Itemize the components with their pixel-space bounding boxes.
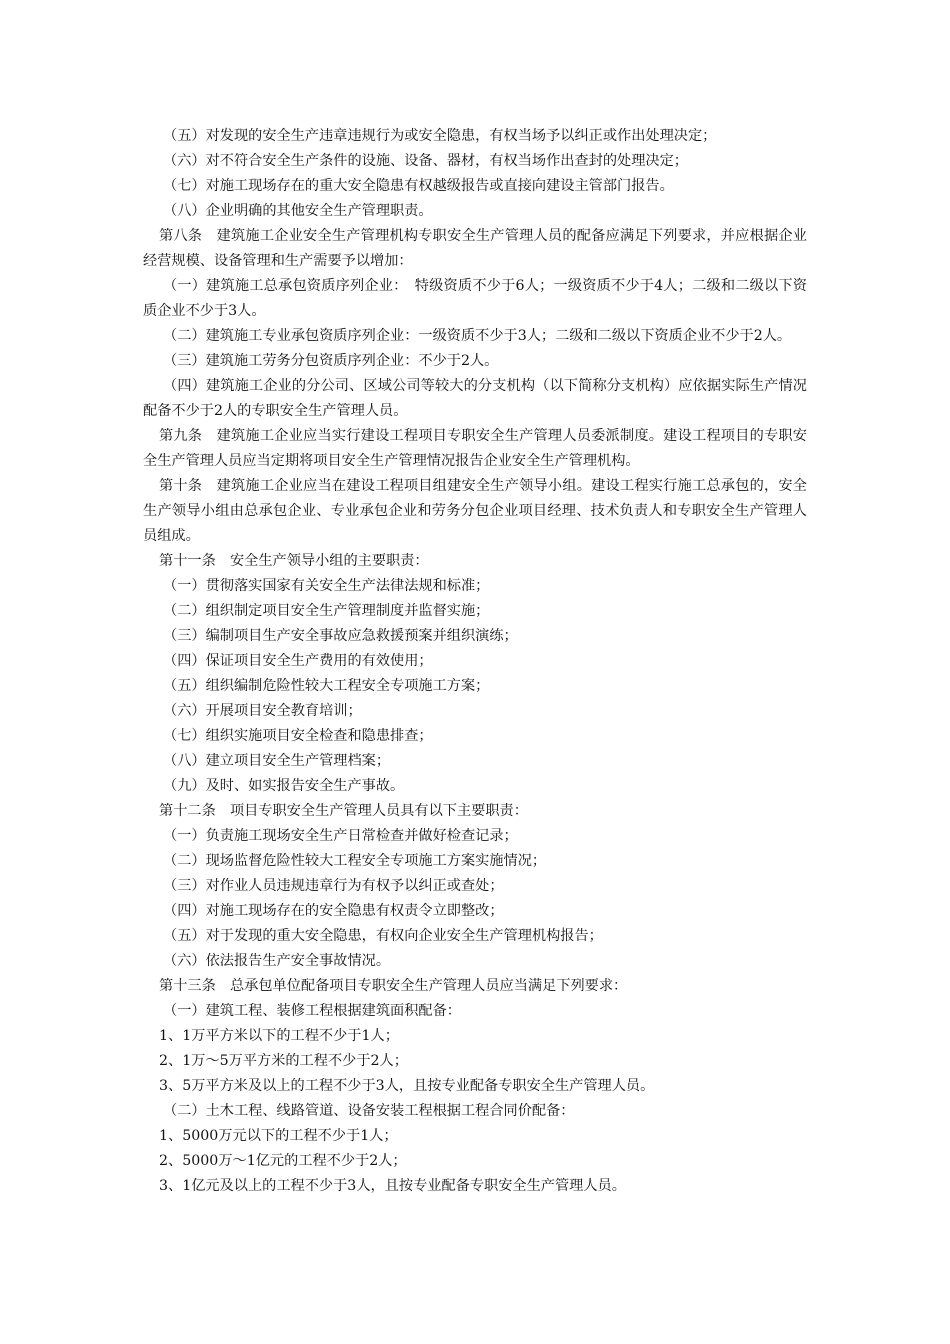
paragraph: （一）建筑施工总承包资质序列企业： 特级资质不少于6人；一级资质不少于4人；二级和二级以下资质企业不少于3人。 xyxy=(143,278,807,319)
paragraph: （四）建筑施工企业的分公司、区域公司等较大的分支机构（以下简称分支机构）应依据实际生产情况配备不少于2人的专职安全生产管理人员。 xyxy=(143,378,807,419)
paragraph: 1、1万平方米以下的工程不少于1人； xyxy=(159,1028,399,1044)
paragraph: （三）对作业人员违规违章行为有权予以纠正或查处； xyxy=(163,878,504,894)
paragraph: （六）对不符合安全生产条件的设施、设备、器材，有权当场作出查封的处理决定； xyxy=(163,153,688,169)
paragraph: 第十二条 项目专职安全生产管理人员具有以下主要职责： xyxy=(159,803,528,819)
paragraph: （七）组织实施项目安全检查和隐患排查； xyxy=(163,728,433,744)
paragraph: （六）开展项目安全教育培训； xyxy=(163,703,362,719)
paragraph: 第八条 建筑施工企业安全生产管理机构专职安全生产管理人员的配备应满足下列要求，并应根据企业经营规模、设备管理和生产需要予以增加： xyxy=(143,228,807,269)
paragraph: （一）建筑工程、装修工程根据建筑面积配备： xyxy=(163,1003,461,1019)
paragraph: 3、1亿元及以上的工程不少于3人，且按专业配备专职安全生产管理人员。 xyxy=(159,1178,626,1194)
paragraph: 第九条 建筑施工企业应当实行建设工程项目专职安全生产管理人员委派制度。建设工程项目的专职安全生产管理人员应当定期将项目安全生产管理情况报告企业安全生产管理机构。 xyxy=(143,428,807,469)
paragraph: （五）组织编制危险性较大工程安全专项施工方案； xyxy=(163,678,490,694)
paragraph: （七）对施工现场存在的重大安全隐患有权越级报告或直接向建设主管部门报告。 xyxy=(163,178,674,194)
paragraph: （五）对于发现的重大安全隐患，有权向企业安全生产管理机构报告； xyxy=(163,928,603,944)
paragraph: （二）土木工程、线路管道、设备安装工程根据工程合同价配备： xyxy=(163,1103,575,1119)
paragraph: （二）建筑施工专业承包资质序列企业：一级资质不少于3人；二级和二级以下资质企业不少于2人。 xyxy=(163,328,792,344)
paragraph: 2、1万～5万平方米的工程不少于2人； xyxy=(159,1053,408,1069)
document-body xyxy=(143,124,807,1199)
paragraph: （四）保证项目安全生产费用的有效使用； xyxy=(163,653,433,669)
paragraph: 第十条 建筑施工企业应当在建设工程项目组建安全生产领导小组。建设工程实行施工总承包的，安全生产领导小组由总承包企业、专业承包企业和劳务分包企业项目经理、技术负责人和专职安全生产管理人员组成。 xyxy=(143,478,807,544)
paragraph: 2、5000万～1亿元的工程不少于2人； xyxy=(159,1153,407,1169)
paragraph: （四）对施工现场存在的安全隐患有权责令立即整改； xyxy=(163,903,504,919)
paragraph: （一）负责施工现场安全生产日常检查并做好检查记录； xyxy=(163,828,518,844)
paragraph: 第十一条 安全生产领导小组的主要职责： xyxy=(159,553,429,569)
paragraph: （六）依法报告生产安全事故情况。 xyxy=(163,953,391,969)
paragraph: （八）企业明确的其他安全生产管理职责。 xyxy=(163,203,433,219)
paragraph: 1、5000万元以下的工程不少于1人； xyxy=(159,1128,398,1144)
paragraph: （八）建立项目安全生产管理档案； xyxy=(163,753,391,769)
paragraph: （三）建筑施工劳务分包资质序列企业：不少于2人。 xyxy=(163,353,499,369)
paragraph: （九）及时、如实报告安全生产事故。 xyxy=(163,778,405,794)
paragraph: （一）贯彻落实国家有关安全生产法律法规和标准； xyxy=(163,578,490,594)
paragraph: （三）编制项目生产安全事故应急救援预案并组织演练； xyxy=(163,628,518,644)
paragraph: 第十三条 总承包单位配备项目专职安全生产管理人员应当满足下列要求： xyxy=(159,978,628,994)
paragraph: 3、5万平方米及以上的工程不少于3人，且按专业配备专职安全生产管理人员。 xyxy=(159,1078,655,1094)
paragraph: （二）组织制定项目安全生产管理制度并监督实施； xyxy=(163,603,490,619)
paragraph: （二）现场监督危险性较大工程安全专项施工方案实施情况； xyxy=(163,853,547,869)
paragraph: （五）对发现的安全生产违章违规行为或安全隐患，有权当场予以纠正或作出处理决定； xyxy=(163,128,717,144)
